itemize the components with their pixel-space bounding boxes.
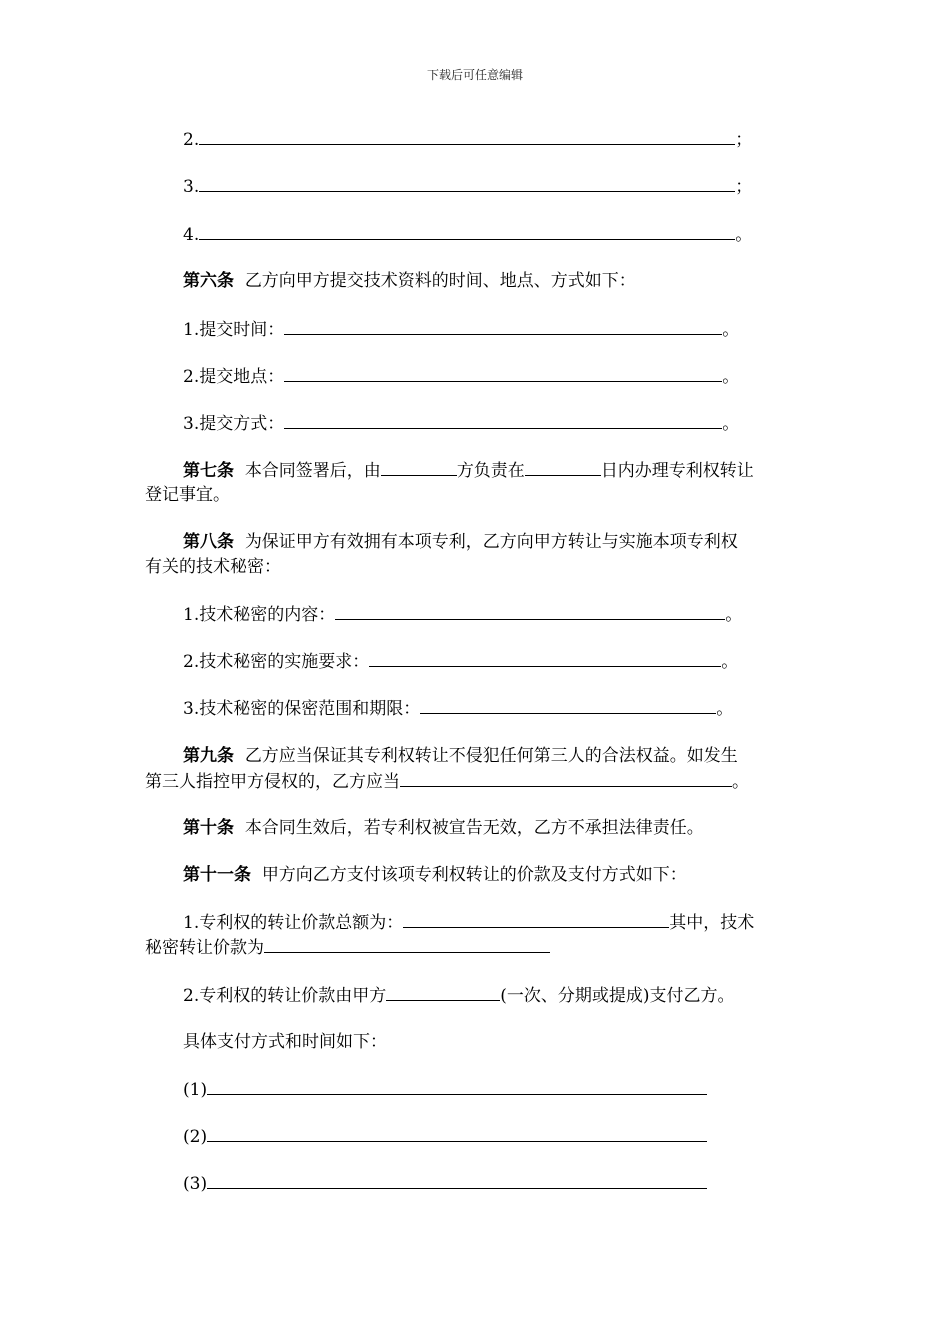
article-9-line2: 第三人指控甲方侵权的，乙方应当 。 xyxy=(145,772,749,792)
item-number: 3. xyxy=(183,177,200,197)
article-title: 第六条 xyxy=(183,271,234,291)
secret-content-field: 1.技术秘密的内容： 。 xyxy=(183,605,743,625)
article-8-line2: 有关的技术秘密： xyxy=(145,557,281,577)
list-item: 3. ； xyxy=(183,177,753,197)
blank-line[interactable] xyxy=(207,1078,707,1095)
blank-line[interactable] xyxy=(284,412,722,429)
blank-line[interactable] xyxy=(264,936,550,953)
blank-line[interactable] xyxy=(199,223,735,240)
secret-price-line: 秘密转让价款为 xyxy=(145,936,550,959)
secret-requirement-field: 2.技术秘密的实施要求： 。 xyxy=(183,652,739,672)
blank-line[interactable] xyxy=(199,175,735,192)
item-number: 2. xyxy=(183,130,200,150)
list-item: 4. 。 xyxy=(183,225,753,245)
blank-line[interactable] xyxy=(199,128,735,145)
submission-place-field: 2.提交地点： 。 xyxy=(183,367,740,387)
payment-item: (2) xyxy=(183,1125,707,1148)
item-number: 4. xyxy=(183,225,200,245)
article-9-line1: 第九条 乙方应当保证其专利权转让不侵犯任何第三人的合法权益。如发生 xyxy=(183,746,738,766)
blank-line[interactable] xyxy=(420,697,716,714)
blank-line[interactable] xyxy=(386,984,500,1001)
blank-line[interactable] xyxy=(381,459,457,476)
article-11-heading: 第十一条 甲方向乙方支付该项专利权转让的价款及支付方式如下： xyxy=(183,865,687,885)
article-7-line1: 第七条 本合同签署后，由 方负责在 日内办理专利权转让 xyxy=(183,461,754,481)
article-title: 第八条 xyxy=(183,532,234,552)
payment-item: (1) xyxy=(183,1078,707,1101)
article-6-heading: 第六条 乙方向甲方提交技术资料的时间、地点、方式如下： xyxy=(183,271,636,291)
payment-item: (3) xyxy=(183,1172,707,1195)
blank-line[interactable] xyxy=(369,650,721,667)
blank-line[interactable] xyxy=(335,603,725,620)
blank-line[interactable] xyxy=(207,1125,707,1142)
blank-line[interactable] xyxy=(400,770,732,787)
article-10: 第十条 本合同生效后，若专利权被宣告无效，乙方不承担法律责任。 xyxy=(183,818,704,838)
article-title: 第十条 xyxy=(183,818,234,838)
secret-scope-field: 3.技术秘密的保密范围和期限： 。 xyxy=(183,699,734,719)
article-7-line2: 登记事宜。 xyxy=(145,485,230,505)
blank-line[interactable] xyxy=(525,459,601,476)
article-8-line1: 第八条 为保证甲方有效拥有本项专利，乙方向甲方转让与实施本项专利权 xyxy=(183,532,738,552)
blank-line[interactable] xyxy=(284,365,722,382)
payment-intro: 具体支付方式和时间如下： xyxy=(183,1032,387,1052)
submission-method-field: 3.提交方式： 。 xyxy=(183,414,740,434)
list-item: 2. ； xyxy=(183,130,753,150)
blank-line[interactable] xyxy=(284,318,722,335)
payment-mode-line: 2.专利权的转让价款由甲方 (一次、分期或提成)支付乙方。 xyxy=(183,986,735,1006)
article-title: 第七条 xyxy=(183,461,234,481)
header-note: 下载后可任意编辑 xyxy=(426,68,523,82)
submission-time-field: 1.提交时间： 。 xyxy=(183,320,740,340)
article-title: 第十一条 xyxy=(183,865,251,885)
blank-line[interactable] xyxy=(207,1172,707,1189)
total-price-line: 1.专利权的转让价款总额为： 其中，技术 xyxy=(183,913,755,933)
article-title: 第九条 xyxy=(183,746,234,766)
blank-line[interactable] xyxy=(403,911,669,928)
